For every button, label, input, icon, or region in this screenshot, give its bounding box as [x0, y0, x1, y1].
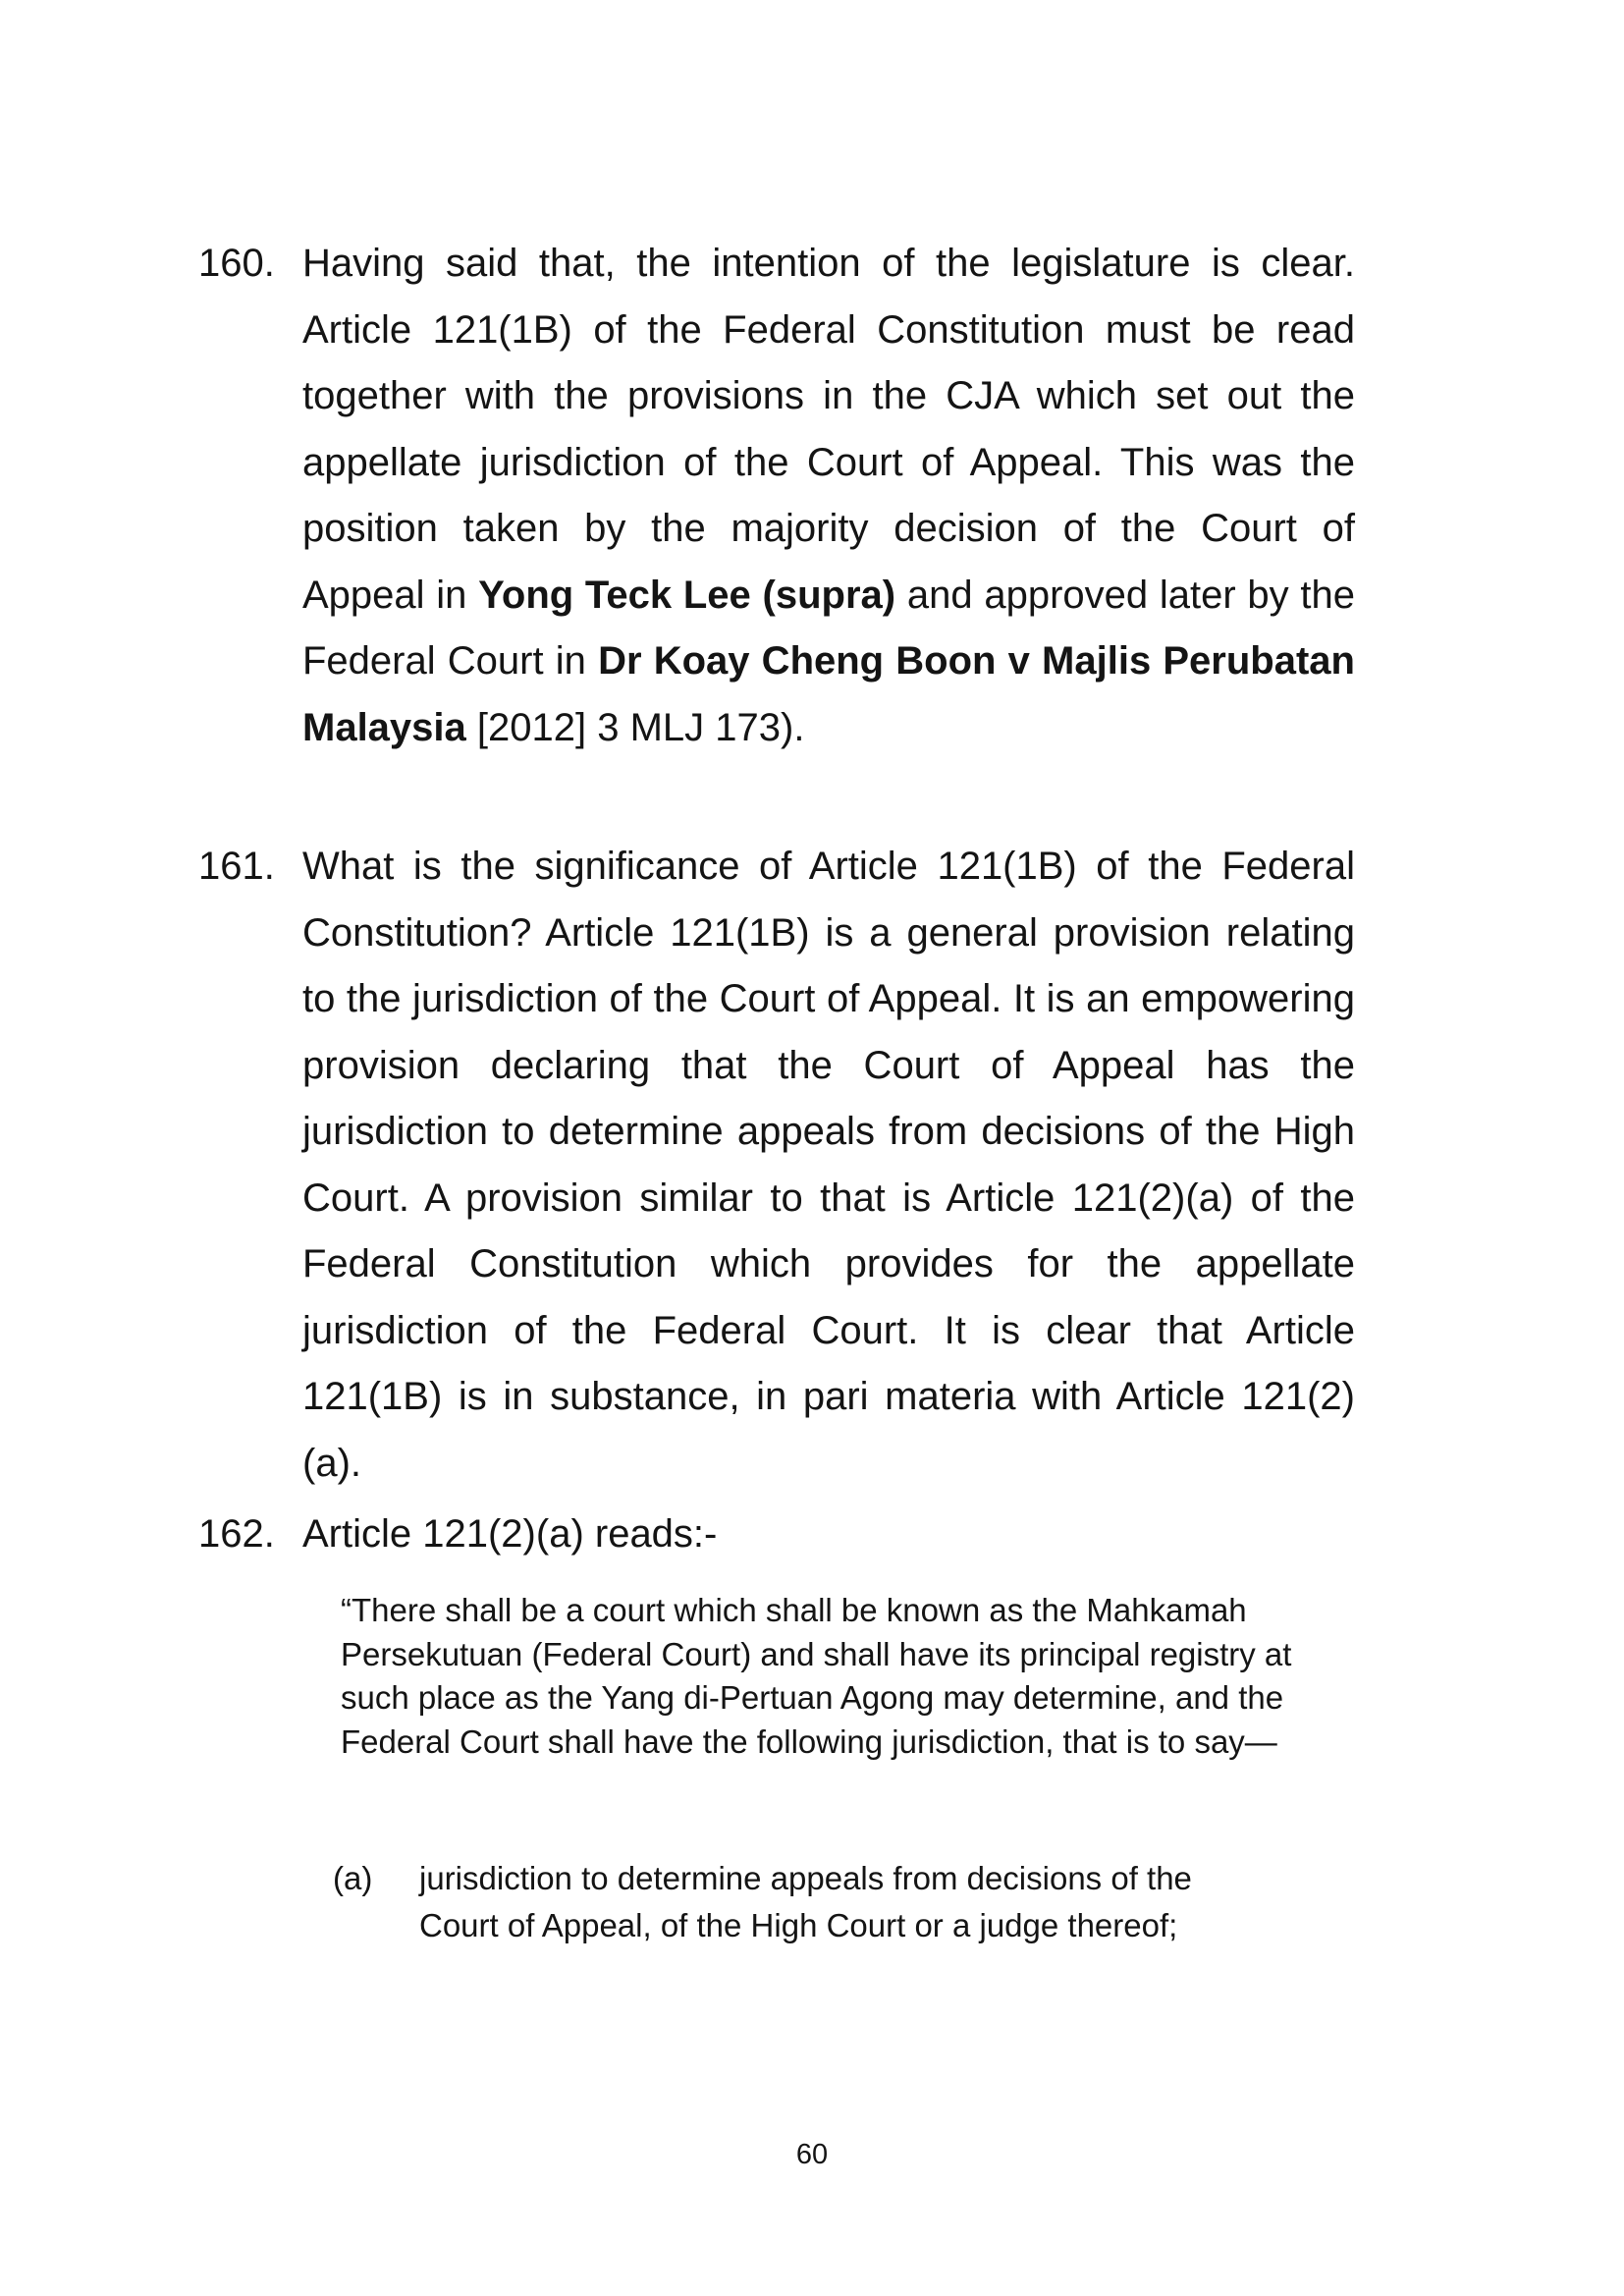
case-name-yong-teck-lee: Yong Teck Lee (supra) [478, 573, 896, 617]
paragraph-text-segment: What is the significance of Article 121(1B) of the Federal Constitution? Article 121(1B) is a general provision relating to the jurisdiction of the Court of Appeal. It is an empowering provision declaring that the Court of Appeal has the jurisdiction to determine appeals from decisions of the High Court. A provision similar to that is Article 121(2)(a) of the Federal Constitution which provides for the appellate jurisdiction of the Federal Court. It is clear that Article 121(1B) is in substance, in pari materia with Article 121(2)(a). [302, 845, 1355, 1485]
paragraph-162 [198, 1502, 1357, 1568]
paragraph-161 [198, 834, 1357, 1497]
paragraph-text-segment: [2012] 3 MLJ 173). [465, 705, 805, 749]
paragraph-160 [198, 231, 1357, 761]
paragraph-text-segment: Article 121(2)(a) reads:- [302, 1512, 718, 1556]
paragraph-text [302, 1502, 1355, 1568]
quoted-provision-item-a [333, 1855, 1217, 1949]
quoted-provision: “There shall be a court which shall be known as the Mahkamah Persekutuan (Federal Court) and shall have its principal registry at such place as the Yang di-Pertuan Agong may determine, and the Federal Court shall have the following jurisdiction, that is to say— [341, 1592, 1292, 1760]
item-label: (a) [333, 1860, 373, 1896]
page-number: 60 [795, 2139, 829, 2170]
paragraph-text-segment: Having said that, the intention of the legislature is clear. Article 121(1B) of the Federal Constitution must be read together with the provisions in the CJA which set out the appellate jurisdiction of the Court of Appeal. This was the position taken by the majority decision of the Court of Appeal in [302, 242, 1355, 617]
paragraph-number: 160. [198, 242, 275, 285]
paragraph-text-segment: and approved later by the Federal Court in [302, 573, 1356, 683]
paragraph-text [302, 834, 1355, 1497]
case-name-dr-koay-cheng-boon: Dr Koay Cheng Boon v Majlis Perubatan Malaysia [302, 639, 1355, 749]
paragraph-text [302, 231, 1355, 761]
item-text: jurisdiction to determine appeals from decisions of the Court of Appeal, of the High Court or a judge thereof; [419, 1860, 1192, 1943]
paragraph-number: 162. [198, 1512, 275, 1556]
paragraph-number: 161. [198, 845, 275, 888]
